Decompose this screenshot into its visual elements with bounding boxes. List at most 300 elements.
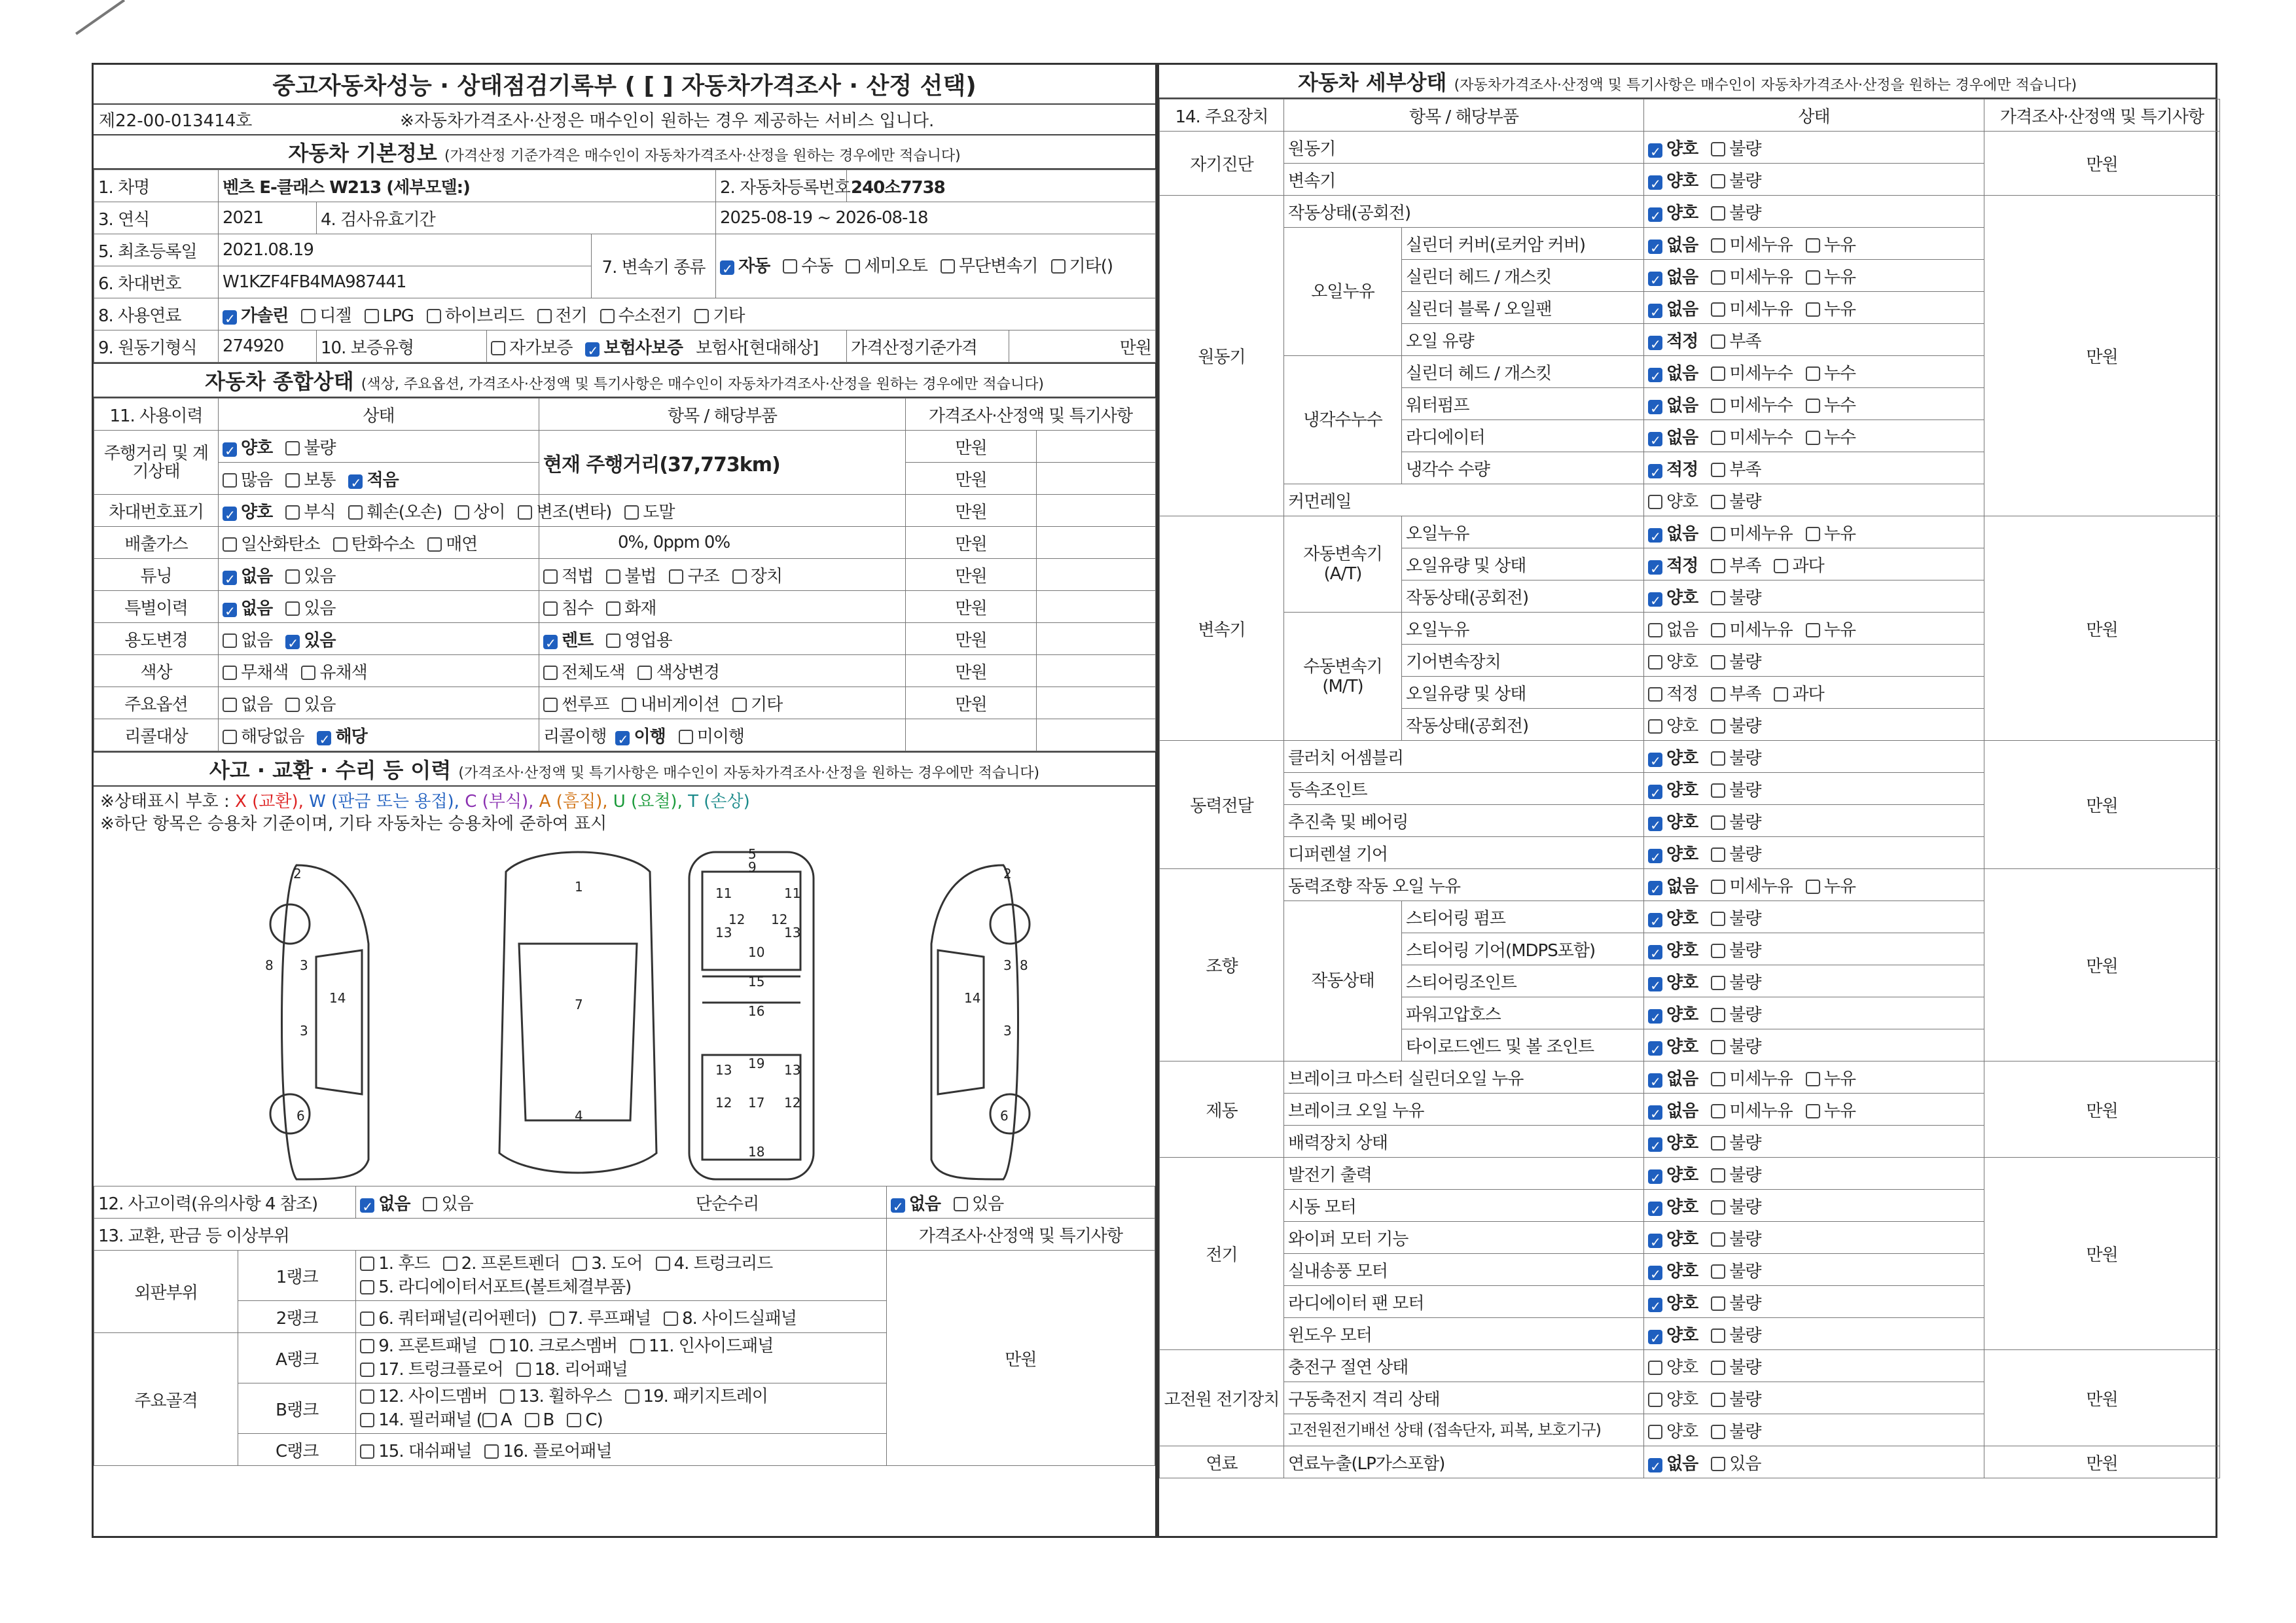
checkbox-option[interactable] xyxy=(606,595,656,619)
checked-checkbox[interactable]: ✓ xyxy=(1648,913,1662,927)
checkbox-option[interactable] xyxy=(443,1252,560,1275)
checkbox-option[interactable] xyxy=(615,723,665,747)
checked-checkbox[interactable]: ✓ xyxy=(1648,368,1662,382)
checkbox[interactable] xyxy=(1806,270,1820,285)
checkbox-option[interactable] xyxy=(1648,1322,1698,1346)
checkbox[interactable] xyxy=(491,341,505,355)
checkbox-option[interactable] xyxy=(1806,520,1856,544)
checkbox-option[interactable] xyxy=(427,302,524,327)
checkbox-option[interactable] xyxy=(301,659,367,683)
checked-checkbox[interactable]: ✓ xyxy=(1648,977,1662,991)
checkbox[interactable] xyxy=(606,569,620,584)
checkbox[interactable] xyxy=(573,1257,587,1271)
checkbox[interactable] xyxy=(630,1339,645,1353)
checkbox-option[interactable] xyxy=(500,1385,611,1408)
checked-checkbox[interactable]: ✓ xyxy=(223,442,237,457)
checkbox-option[interactable] xyxy=(1711,520,1792,544)
checkbox[interactable] xyxy=(783,259,797,274)
checked-checkbox[interactable]: ✓ xyxy=(615,731,630,745)
checkbox-option[interactable] xyxy=(484,1438,611,1462)
checkbox-option[interactable] xyxy=(1648,1354,1698,1378)
checkbox-option[interactable] xyxy=(1648,424,1698,448)
checkbox-option[interactable] xyxy=(543,659,624,683)
checked-checkbox[interactable]: ✓ xyxy=(1648,1298,1662,1312)
checkbox-option[interactable] xyxy=(1648,841,1698,865)
checkbox[interactable] xyxy=(1648,687,1662,702)
checkbox-option[interactable] xyxy=(1648,777,1698,801)
checkbox[interactable] xyxy=(1711,623,1725,637)
checkbox-option[interactable] xyxy=(567,1408,602,1432)
checkbox[interactable] xyxy=(1711,559,1725,573)
checkbox-option[interactable] xyxy=(348,467,398,491)
checkbox[interactable] xyxy=(1711,334,1725,349)
checkbox[interactable] xyxy=(1711,1361,1725,1375)
checkbox-option[interactable] xyxy=(482,1408,512,1432)
checkbox-option[interactable] xyxy=(1711,649,1761,673)
checkbox[interactable] xyxy=(525,1413,539,1427)
checkbox-option[interactable] xyxy=(1711,1290,1761,1314)
checkbox-option[interactable] xyxy=(1648,328,1698,352)
checked-checkbox[interactable]: ✓ xyxy=(1648,1041,1662,1056)
checkbox-option[interactable] xyxy=(285,435,335,459)
checkbox[interactable] xyxy=(1711,1457,1725,1471)
checkbox-option[interactable] xyxy=(360,1358,503,1382)
checked-checkbox[interactable]: ✓ xyxy=(1648,1009,1662,1024)
checkbox[interactable] xyxy=(624,505,639,520)
checkbox-option[interactable] xyxy=(1711,809,1761,833)
checked-checkbox[interactable]: ✓ xyxy=(1648,207,1662,222)
checkbox[interactable] xyxy=(606,601,620,616)
checkbox-option[interactable] xyxy=(656,1252,773,1275)
checkbox[interactable] xyxy=(1711,880,1725,894)
checkbox[interactable] xyxy=(1711,142,1725,156)
checkbox-option[interactable] xyxy=(1711,1418,1761,1442)
checkbox-option[interactable] xyxy=(360,1385,487,1408)
checkbox-option[interactable] xyxy=(285,467,335,491)
checked-checkbox[interactable]: ✓ xyxy=(1648,432,1662,446)
checkbox-option[interactable] xyxy=(1711,1194,1761,1218)
checkbox-option[interactable] xyxy=(625,1385,768,1408)
checkbox[interactable] xyxy=(285,698,300,712)
checkbox-option[interactable] xyxy=(1711,1097,1792,1122)
checkbox[interactable] xyxy=(1648,1425,1662,1439)
checkbox[interactable] xyxy=(333,537,348,552)
checkbox[interactable] xyxy=(543,601,558,616)
checkbox-option[interactable] xyxy=(1648,135,1698,160)
checkbox-option[interactable] xyxy=(223,467,272,491)
checkbox[interactable] xyxy=(1648,1361,1662,1375)
checkbox-option[interactable] xyxy=(1711,1033,1761,1058)
checkbox-option[interactable] xyxy=(543,691,609,715)
checked-checkbox[interactable]: ✓ xyxy=(1648,945,1662,959)
checkbox[interactable] xyxy=(1648,655,1662,669)
checkbox-option[interactable] xyxy=(1806,873,1856,897)
checkbox[interactable] xyxy=(1711,1393,1725,1407)
checked-checkbox[interactable]: ✓ xyxy=(317,731,331,745)
checkbox[interactable] xyxy=(223,473,237,488)
checkbox-option[interactable] xyxy=(1648,360,1698,384)
checkbox-option[interactable] xyxy=(1711,873,1792,897)
checkbox[interactable] xyxy=(656,1257,670,1271)
checkbox-option[interactable] xyxy=(223,659,288,683)
checkbox-option[interactable] xyxy=(1806,616,1856,641)
checkbox[interactable] xyxy=(1806,1072,1820,1086)
checkbox[interactable] xyxy=(1648,623,1662,637)
checkbox[interactable] xyxy=(846,259,860,274)
checkbox[interactable] xyxy=(637,666,652,680)
checkbox-option[interactable] xyxy=(360,1252,429,1275)
checkbox[interactable] xyxy=(443,1257,457,1271)
checkbox-option[interactable] xyxy=(1648,937,1698,961)
checkbox-option[interactable] xyxy=(1711,200,1761,224)
checkbox-option[interactable] xyxy=(1648,1450,1698,1474)
checkbox-option[interactable] xyxy=(1711,488,1761,512)
checkbox-option[interactable] xyxy=(664,1305,797,1329)
checkbox-option[interactable] xyxy=(1711,841,1761,865)
checkbox-option[interactable] xyxy=(285,499,335,523)
checkbox[interactable] xyxy=(360,1389,374,1404)
checkbox[interactable] xyxy=(1711,270,1725,285)
checkbox-option[interactable] xyxy=(543,563,593,587)
checkbox[interactable] xyxy=(285,441,300,455)
checkbox[interactable] xyxy=(1648,495,1662,509)
checkbox-option[interactable] xyxy=(624,499,674,523)
checkbox[interactable] xyxy=(1648,719,1662,734)
checkbox-option[interactable] xyxy=(1648,1290,1698,1314)
checked-checkbox[interactable]: ✓ xyxy=(1648,1169,1662,1184)
checkbox[interactable] xyxy=(285,569,300,584)
checkbox-option[interactable] xyxy=(360,1275,631,1299)
checkbox-option[interactable] xyxy=(1711,969,1761,993)
checkbox-option[interactable] xyxy=(891,1190,941,1215)
checkbox-option[interactable] xyxy=(1648,1033,1698,1058)
checkbox[interactable] xyxy=(223,537,237,552)
checked-checkbox[interactable]: ✓ xyxy=(1648,304,1662,318)
checkbox[interactable] xyxy=(1711,206,1725,221)
checkbox-option[interactable] xyxy=(1711,777,1761,801)
checkbox-option[interactable] xyxy=(550,1305,651,1329)
checkbox[interactable] xyxy=(1711,495,1725,509)
checkbox[interactable] xyxy=(1806,623,1820,637)
checkbox-option[interactable] xyxy=(1711,1322,1761,1346)
checkbox-option[interactable] xyxy=(1648,488,1698,512)
checkbox-option[interactable] xyxy=(720,254,770,279)
checkbox-option[interactable] xyxy=(1806,264,1856,288)
checked-checkbox[interactable]: ✓ xyxy=(1648,1105,1662,1120)
checkbox-option[interactable] xyxy=(1711,713,1761,737)
checkbox[interactable] xyxy=(482,1413,497,1427)
checkbox-option[interactable] xyxy=(360,1305,536,1329)
checkbox-option[interactable] xyxy=(1711,616,1792,641)
checkbox-option[interactable] xyxy=(1648,1097,1698,1122)
checkbox-option[interactable] xyxy=(606,563,656,587)
checkbox[interactable] xyxy=(1806,527,1820,541)
checkbox[interactable] xyxy=(360,1363,374,1377)
checked-checkbox[interactable]: ✓ xyxy=(1648,1234,1662,1248)
checkbox-option[interactable] xyxy=(585,334,683,359)
checkbox[interactable] xyxy=(285,473,300,488)
checkbox-option[interactable] xyxy=(1711,1386,1761,1410)
checkbox[interactable] xyxy=(1051,259,1066,274)
checked-checkbox[interactable]: ✓ xyxy=(1648,1073,1662,1088)
checkbox-option[interactable] xyxy=(348,499,442,523)
checkbox-option[interactable] xyxy=(573,1252,642,1275)
checkbox-option[interactable] xyxy=(954,1190,1003,1215)
checked-checkbox[interactable]: ✓ xyxy=(1648,400,1662,414)
checkbox-option[interactable] xyxy=(694,302,744,327)
checkbox[interactable] xyxy=(694,309,709,323)
checkbox[interactable] xyxy=(954,1197,968,1211)
checkbox[interactable] xyxy=(1711,399,1725,413)
checkbox-option[interactable] xyxy=(223,595,272,619)
checkbox-option[interactable] xyxy=(365,306,414,326)
checkbox[interactable] xyxy=(1711,1264,1725,1279)
checkbox-option[interactable] xyxy=(1648,264,1698,288)
checked-checkbox[interactable]: ✓ xyxy=(1648,528,1662,543)
checkbox[interactable] xyxy=(360,1257,374,1271)
checkbox[interactable] xyxy=(543,698,558,712)
checkbox-option[interactable] xyxy=(1648,392,1698,416)
checkbox-option[interactable] xyxy=(1648,200,1698,224)
checkbox-option[interactable] xyxy=(423,1190,473,1215)
checkbox-option[interactable] xyxy=(1806,1065,1856,1090)
checkbox[interactable] xyxy=(1711,591,1725,605)
checked-checkbox[interactable]: ✓ xyxy=(1648,272,1662,286)
checkbox[interactable] xyxy=(1711,463,1725,477)
checkbox[interactable] xyxy=(1711,944,1725,958)
checkbox-option[interactable] xyxy=(543,627,593,651)
checkbox-option[interactable] xyxy=(1711,681,1761,705)
checkbox-option[interactable] xyxy=(223,435,272,459)
checkbox-option[interactable] xyxy=(1806,360,1856,384)
checkbox[interactable] xyxy=(1648,1393,1662,1407)
checked-checkbox[interactable]: ✓ xyxy=(585,342,600,357)
checked-checkbox[interactable]: ✓ xyxy=(1648,753,1662,767)
checkbox[interactable] xyxy=(348,505,363,520)
checked-checkbox[interactable]: ✓ xyxy=(1648,785,1662,799)
checkbox[interactable] xyxy=(543,666,558,680)
checkbox[interactable] xyxy=(1711,815,1725,830)
checkbox[interactable] xyxy=(223,730,237,744)
checkbox-option[interactable] xyxy=(1774,681,1823,705)
checkbox-option[interactable] xyxy=(491,334,572,359)
checkbox-option[interactable] xyxy=(1711,1258,1761,1282)
checkbox-option[interactable] xyxy=(1711,296,1792,320)
checked-checkbox[interactable]: ✓ xyxy=(891,1198,905,1213)
checkbox-option[interactable] xyxy=(1711,264,1792,288)
checkbox-option[interactable] xyxy=(1648,1130,1698,1154)
checkbox[interactable] xyxy=(1711,1232,1725,1247)
checkbox-option[interactable] xyxy=(516,1358,628,1382)
checked-checkbox[interactable]: ✓ xyxy=(1648,1202,1662,1216)
checkbox-option[interactable] xyxy=(846,254,927,279)
checkbox-option[interactable] xyxy=(223,563,272,587)
checkbox-option[interactable] xyxy=(427,531,477,555)
checkbox-option[interactable] xyxy=(1711,1226,1761,1250)
checkbox[interactable] xyxy=(1806,238,1820,253)
checkbox-option[interactable] xyxy=(1711,1130,1761,1154)
checkbox[interactable] xyxy=(1711,1104,1725,1118)
checkbox-option[interactable] xyxy=(1648,456,1698,480)
checked-checkbox[interactable]: ✓ xyxy=(1648,817,1662,831)
checkbox-option[interactable] xyxy=(1774,552,1823,577)
checked-checkbox[interactable]: ✓ xyxy=(1648,1458,1662,1472)
checkbox-option[interactable] xyxy=(1648,745,1698,769)
checkbox[interactable] xyxy=(360,1280,374,1294)
checked-checkbox[interactable]: ✓ xyxy=(1648,1266,1662,1280)
checkbox-option[interactable] xyxy=(333,531,414,555)
checkbox-option[interactable] xyxy=(1711,937,1761,961)
checkbox-option[interactable] xyxy=(285,691,335,715)
checkbox[interactable] xyxy=(1711,1040,1725,1054)
checked-checkbox[interactable]: ✓ xyxy=(1648,849,1662,863)
checkbox-option[interactable] xyxy=(1711,552,1761,577)
checkbox-option[interactable] xyxy=(537,302,587,327)
checkbox-option[interactable] xyxy=(600,302,681,327)
checked-checkbox[interactable]: ✓ xyxy=(223,310,237,325)
checkbox-option[interactable] xyxy=(1711,328,1761,352)
checkbox-option[interactable] xyxy=(223,499,272,523)
checkbox-option[interactable] xyxy=(1648,296,1698,320)
checked-checkbox[interactable]: ✓ xyxy=(223,571,237,585)
checkbox[interactable] xyxy=(365,309,379,323)
checkbox-option[interactable] xyxy=(223,302,288,327)
checkbox[interactable] xyxy=(360,1444,374,1459)
checkbox-option[interactable] xyxy=(1711,1162,1761,1186)
checkbox-option[interactable] xyxy=(285,563,335,587)
checkbox[interactable] xyxy=(1711,1008,1725,1022)
checkbox-option[interactable] xyxy=(1648,1001,1698,1026)
checkbox-option[interactable] xyxy=(360,1190,410,1215)
checkbox-option[interactable] xyxy=(1648,1226,1698,1250)
checkbox[interactable] xyxy=(484,1444,499,1459)
checkbox-option[interactable] xyxy=(490,1334,617,1358)
checkbox[interactable] xyxy=(669,569,683,584)
checkbox-option[interactable] xyxy=(1806,392,1856,416)
checked-checkbox[interactable]: ✓ xyxy=(223,603,237,617)
checkbox[interactable] xyxy=(543,569,558,584)
checkbox[interactable] xyxy=(516,1363,531,1377)
checkbox[interactable] xyxy=(1711,238,1725,253)
checkbox-option[interactable] xyxy=(1711,745,1761,769)
checkbox[interactable] xyxy=(606,633,620,648)
checkbox-option[interactable] xyxy=(669,563,719,587)
checkbox-option[interactable] xyxy=(1648,809,1698,833)
checkbox[interactable] xyxy=(1711,174,1725,188)
checkbox-option[interactable] xyxy=(1711,456,1761,480)
checkbox[interactable] xyxy=(360,1413,374,1427)
checkbox-option[interactable] xyxy=(1648,905,1698,929)
checkbox-option[interactable] xyxy=(1711,135,1761,160)
checkbox-option[interactable] xyxy=(1711,905,1761,929)
checkbox-option[interactable] xyxy=(1648,1065,1698,1090)
checkbox-option[interactable] xyxy=(1806,424,1856,448)
checkbox[interactable] xyxy=(1711,431,1725,445)
checkbox[interactable] xyxy=(1806,1104,1820,1118)
checked-checkbox[interactable]: ✓ xyxy=(1648,464,1662,478)
checkbox-option[interactable] xyxy=(1648,1386,1698,1410)
checkbox-option[interactable] xyxy=(317,723,367,747)
checkbox[interactable] xyxy=(1711,847,1725,862)
checkbox[interactable] xyxy=(285,505,300,520)
checkbox-option[interactable] xyxy=(285,595,335,619)
checkbox-option[interactable] xyxy=(1648,168,1698,192)
checkbox[interactable] xyxy=(550,1311,564,1326)
checkbox-option[interactable] xyxy=(1648,649,1698,673)
checked-checkbox[interactable]: ✓ xyxy=(1648,560,1662,575)
checkbox[interactable] xyxy=(732,698,747,712)
checked-checkbox[interactable]: ✓ xyxy=(1648,1137,1662,1152)
checkbox[interactable] xyxy=(423,1197,437,1211)
checkbox-option[interactable] xyxy=(1648,1258,1698,1282)
checkbox-option[interactable] xyxy=(1648,713,1698,737)
checkbox[interactable] xyxy=(1806,431,1820,445)
checkbox-option[interactable] xyxy=(622,691,719,715)
checkbox-option[interactable] xyxy=(1648,520,1698,544)
checkbox[interactable] xyxy=(600,309,615,323)
checked-checkbox[interactable]: ✓ xyxy=(543,635,558,649)
checked-checkbox[interactable]: ✓ xyxy=(285,635,300,649)
checkbox-option[interactable] xyxy=(360,1438,471,1462)
checkbox-option[interactable] xyxy=(1806,232,1856,256)
checkbox-option[interactable] xyxy=(223,691,272,715)
checkbox[interactable] xyxy=(1711,719,1725,734)
checkbox[interactable] xyxy=(1711,1136,1725,1150)
checkbox[interactable] xyxy=(1774,687,1788,702)
checkbox[interactable] xyxy=(622,698,636,712)
checkbox-option[interactable] xyxy=(1711,584,1761,609)
checkbox[interactable] xyxy=(1711,783,1725,798)
checkbox-option[interactable] xyxy=(518,499,611,523)
checked-checkbox[interactable]: ✓ xyxy=(1648,881,1662,895)
checkbox[interactable] xyxy=(427,537,442,552)
checkbox[interactable] xyxy=(1711,366,1725,381)
checkbox[interactable] xyxy=(1711,1425,1725,1439)
checkbox-option[interactable] xyxy=(1648,616,1698,641)
checkbox[interactable] xyxy=(360,1311,374,1326)
checkbox[interactable] xyxy=(537,309,552,323)
checkbox-option[interactable] xyxy=(1711,1001,1761,1026)
checkbox[interactable] xyxy=(567,1413,581,1427)
checkbox[interactable] xyxy=(1711,1168,1725,1183)
checkbox[interactable] xyxy=(223,666,237,680)
checkbox[interactable] xyxy=(1711,687,1725,702)
checkbox[interactable] xyxy=(285,601,300,616)
checkbox[interactable] xyxy=(360,1339,374,1353)
checkbox[interactable] xyxy=(223,698,237,712)
checkbox[interactable] xyxy=(625,1389,639,1404)
checkbox[interactable] xyxy=(301,309,315,323)
checkbox[interactable] xyxy=(1711,1329,1725,1343)
checkbox-option[interactable] xyxy=(455,499,505,523)
checkbox[interactable] xyxy=(1806,302,1820,317)
checkbox-option[interactable] xyxy=(1648,584,1698,609)
checkbox-option[interactable] xyxy=(1648,1162,1698,1186)
checked-checkbox[interactable]: ✓ xyxy=(1648,175,1662,190)
checkbox-option[interactable] xyxy=(941,254,1038,279)
checkbox-option[interactable] xyxy=(783,254,833,279)
checkbox-option[interactable] xyxy=(1711,232,1792,256)
checkbox[interactable] xyxy=(664,1311,678,1326)
checked-checkbox[interactable]: ✓ xyxy=(1648,143,1662,158)
checkbox[interactable] xyxy=(1806,399,1820,413)
checkbox[interactable] xyxy=(732,569,747,584)
checkbox[interactable] xyxy=(518,505,532,520)
checkbox-option[interactable] xyxy=(1648,681,1698,705)
checked-checkbox[interactable]: ✓ xyxy=(720,260,734,275)
checkbox-option[interactable] xyxy=(285,627,335,651)
checkbox-option[interactable] xyxy=(630,1334,773,1358)
